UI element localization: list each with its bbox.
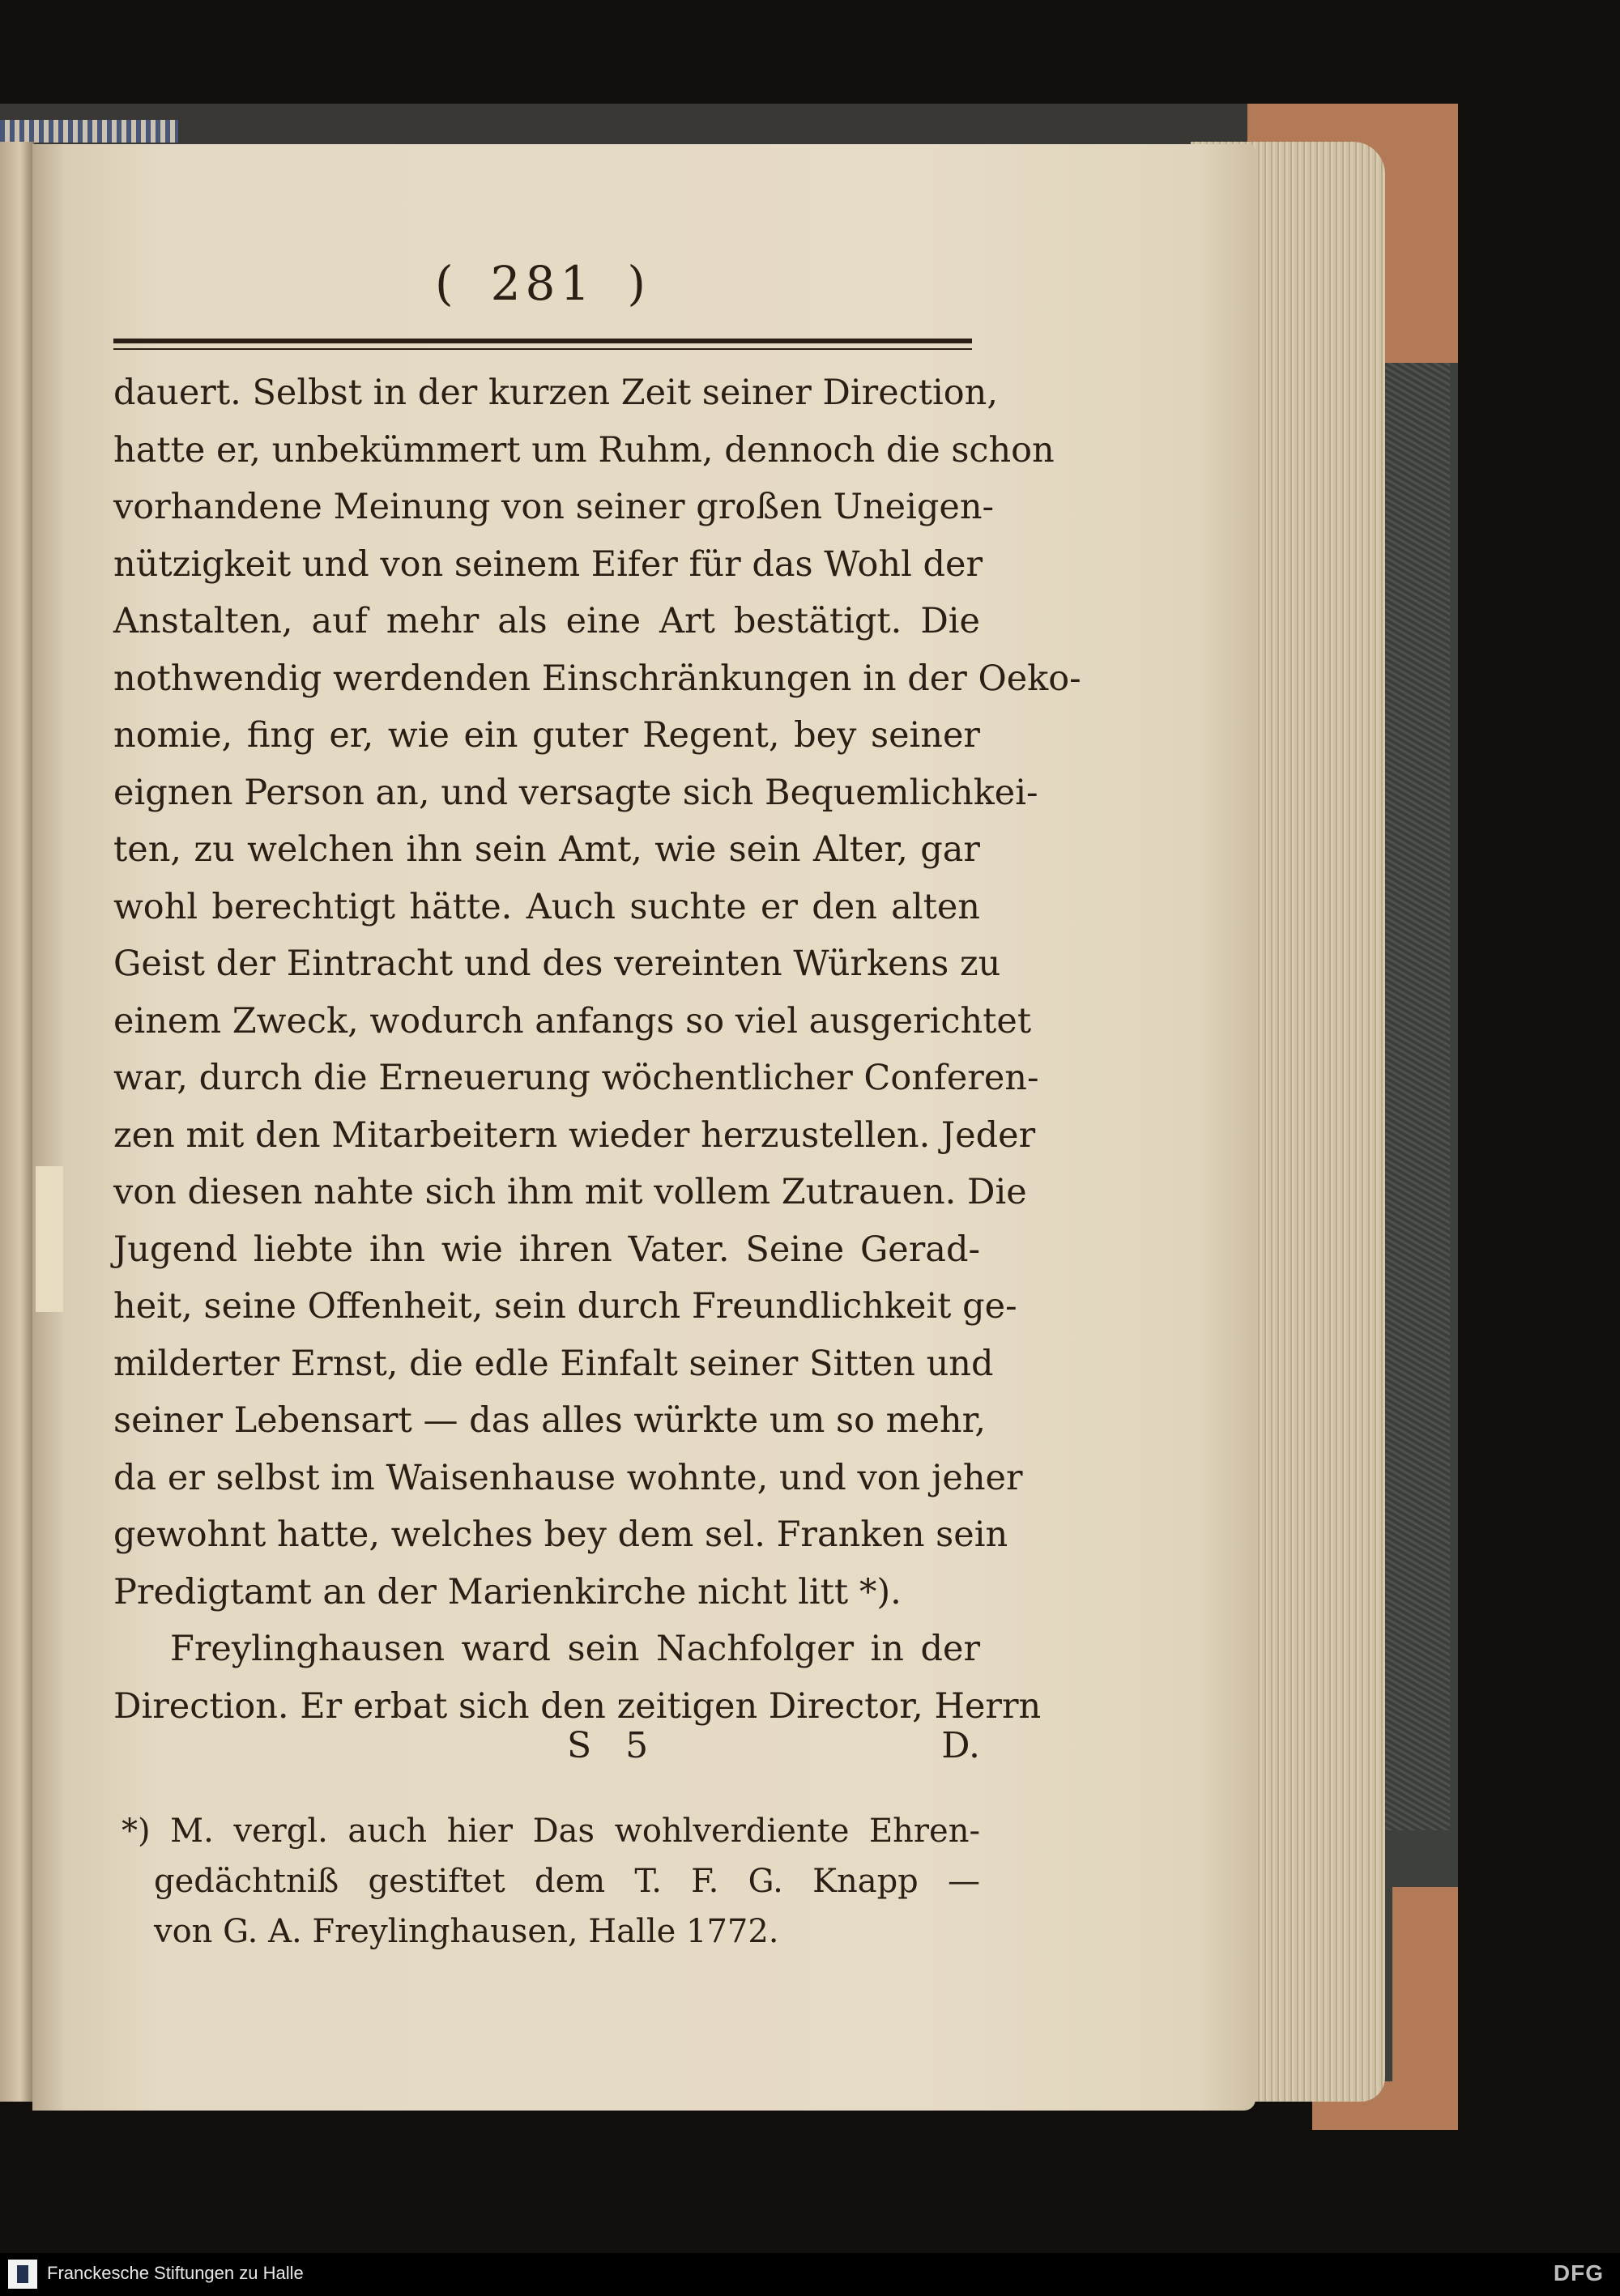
text-line: gewohnt hatte, welches bey dem sel. Franken sein (113, 1514, 1008, 1555)
left-page-edge (0, 142, 34, 2102)
text-line: zen mit den Mitarbeitern wieder herzustellen. Jeder (113, 1114, 1036, 1156)
text-line: nützigkeit und von seinem Eifer für das Wohl der (113, 543, 983, 585)
signature-mark: S 5 (567, 1725, 660, 1766)
paren-close: ) (627, 256, 650, 311)
headband (0, 120, 178, 143)
header-rule-thick (113, 339, 972, 343)
text-line: Freylinghausen ward sein Nachfolger in der (170, 1629, 980, 1669)
text-line: Geist der Eintracht und des vereinten Würkens zu (113, 944, 1001, 984)
text-line: nomie, fing er, wie ein guter Regent, bey seiner (113, 715, 980, 756)
cover-cloth (1377, 292, 1450, 1830)
text-line: heit, seine Offenheit, sein durch Freundlichkeit ge- (113, 1286, 1017, 1327)
text-line: da er selbst im Waisenhause wohnte, und von jeher (113, 1457, 1023, 1498)
catchword: D. (941, 1725, 980, 1766)
text-line: von diesen nahte sich ihm mit vollem Zutrauen. Die (113, 1172, 1027, 1212)
text-line: ten, zu welchen ihn sein Amt, wie sein Alter, gar (113, 829, 980, 870)
footnote (122, 1806, 980, 1957)
institution-name: Franckesche Stiftungen zu Halle (47, 2263, 304, 2283)
text-line: war, durch die Erneuerung wöchentlicher Conferen- (113, 1058, 1039, 1098)
text-line: dauert. Selbst in der kurzen Zeit seiner Direction, (113, 373, 999, 413)
text-line: nothwendig werdenden Einschränkungen in der Oeko- (113, 658, 1081, 699)
paren-open: ( (435, 256, 458, 311)
text-line: einem Zweck, wodurch anfangs so viel ausgerichtet (113, 1000, 1032, 1042)
page-header (421, 251, 664, 316)
institution-logo-icon (8, 2260, 37, 2289)
signature-line (113, 1725, 980, 1790)
body-text (113, 364, 1081, 1735)
footnote-line: gedächtniß gestiftet dem T. F. G. Knapp — (154, 1863, 980, 1900)
text-line: vorhandene Meinung von seiner großen Uneigen- (113, 487, 995, 527)
footnote-line: von G. A. Freylinghausen, Halle 1772. (154, 1913, 779, 1950)
text-line: seiner Lebensart — das alles würkte um so mehr, (113, 1400, 987, 1441)
dfg-logo: DFG (1553, 2260, 1604, 2285)
text-line: eignen Person an, und versagte sich Bequemlichkei- (113, 772, 1038, 813)
header-rule-thin (113, 348, 972, 350)
text-line: milderter Ernst, die edle Einfalt seiner Sitten und (113, 1343, 994, 1384)
book-cover-top (0, 104, 1450, 146)
text-line: Anstalten, auf mehr als eine Art bestätigt. Die (113, 601, 980, 641)
footer-bar (0, 2253, 1620, 2296)
text-line: Predigtamt an der Marienkirche nicht litt *). (113, 1571, 902, 1612)
page-number: 281 (490, 256, 595, 311)
text-line: wohl berechtigt hätte. Auch suchte er den alten (113, 886, 980, 927)
paper-tab (36, 1166, 63, 1312)
footnote-line: *) M. vergl. auch hier Das wohlverdiente Ehren- (122, 1813, 980, 1850)
text-line: Direction. Er erbat sich den zeitigen Director, Herrn (113, 1685, 1042, 1727)
text-line: hatte er, unbekümmert um Ruhm, dennoch die schon (113, 429, 1055, 471)
text-line: Jugend liebte ihn wie ihren Vater. Seine Gerad- (113, 1229, 980, 1270)
